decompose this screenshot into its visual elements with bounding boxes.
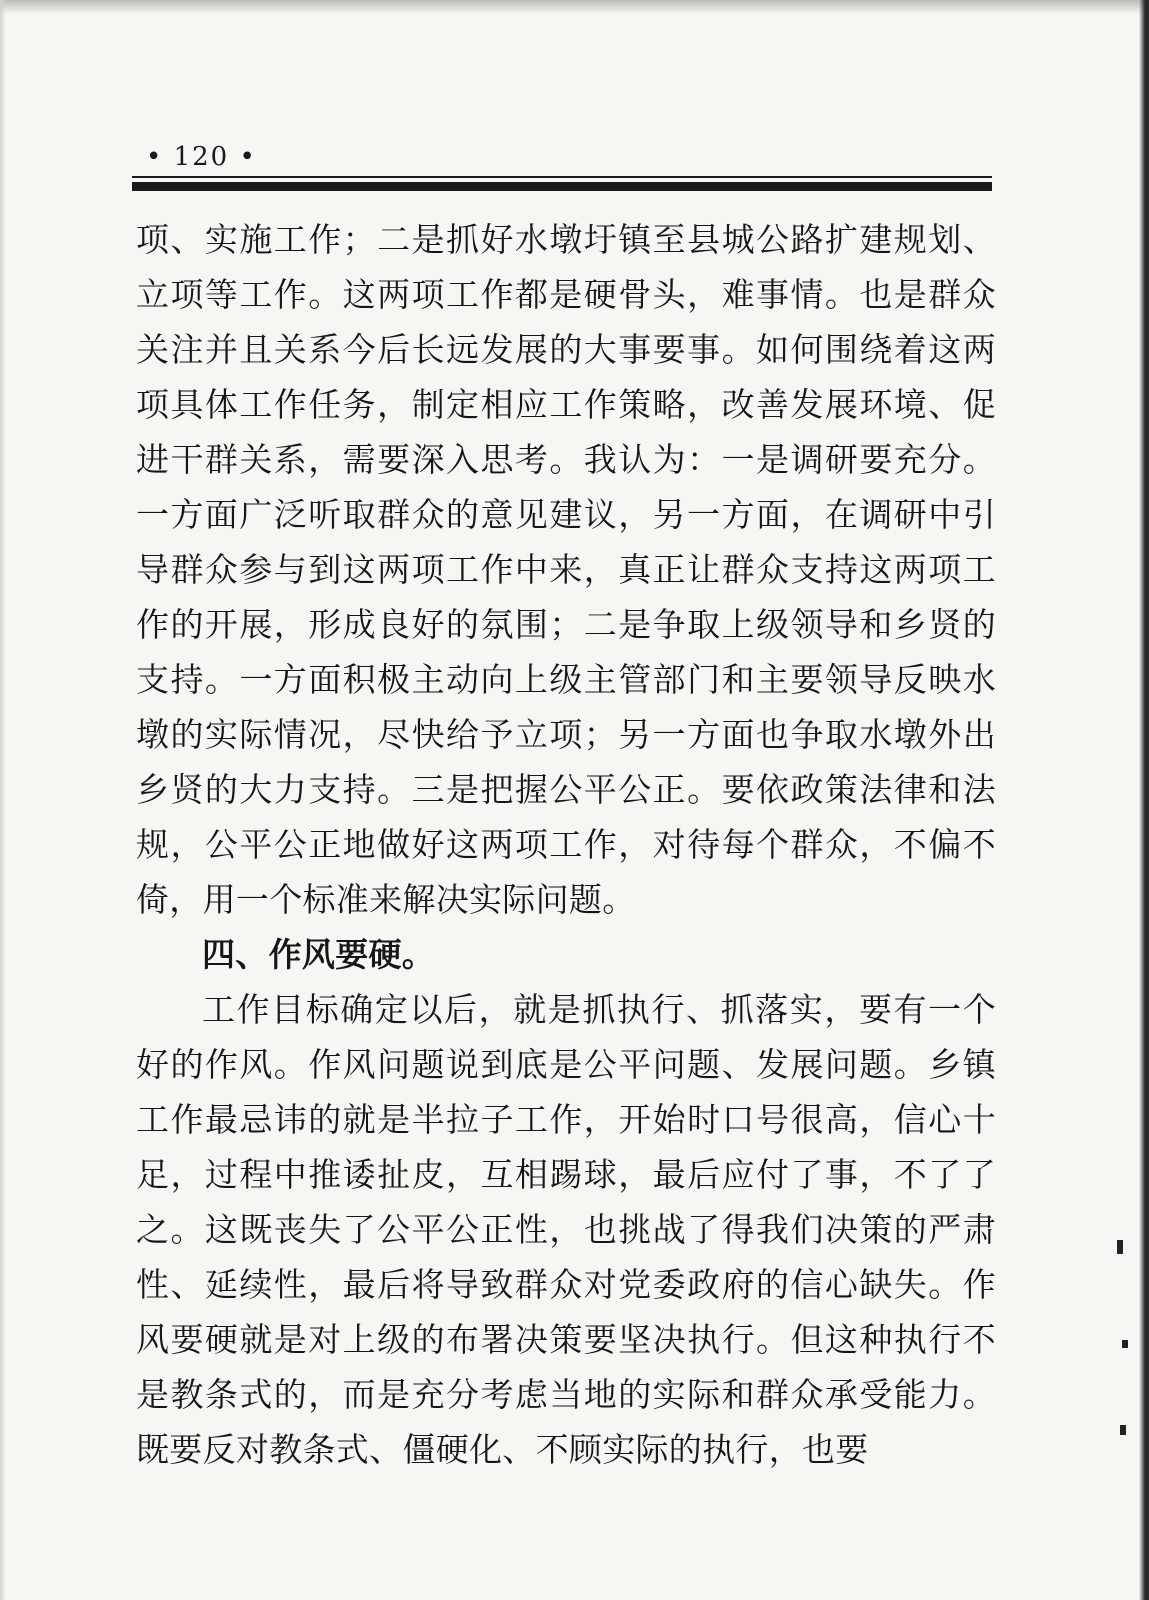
page-body — [136, 212, 996, 1477]
paragraph: 工作目标确定以后，就是抓执行、抓落实，要有一个好的作风。作风问题说到底是公平问题、发展问题。乡镇工作最忌讳的就是半拉子工作，开始时口号很高，信心十足，过程中推诿扯皮，互相踢球，最后应付了事，不了了之。这既丧失了公平公正性，也挑战了得我们决策的严肃性、延续性，最后将导致群众对党委政府的信心缺失。作风要硬就是对上级的布署决策要坚决执行。但这种执行不是教条式的，而是充分考虑当地的实际和群众承受能力。既要反对教条式、僵硬化、不顾实际的执行，也要 — [136, 990, 996, 1469]
section-heading: 四、作风要硬。 — [202, 935, 436, 974]
scan-edge-left — [0, 0, 6, 1600]
page-number-header: • 120 • — [146, 142, 257, 172]
scan-speck — [1122, 1340, 1128, 1348]
scan-edge-top — [0, 0, 1149, 14]
scan-speck — [1117, 1240, 1123, 1254]
paragraph-continued: 项、实施工作；二是抓好水墩圩镇至县城公路扩建规划、立项等工作。这两项工作都是硬骨头，难事情。也是群众关注并且关系今后长远发展的大事要事。如何围绕着这两项具体工作任务，制定相应工作策略，改善发展环境、促进干群关系，需要深入思考。我认为：一是调研要充分。一方面广泛听取群众的意见建议，另一方面，在调研中引导群众参与到这两项工作中来，真正让群众支持这两项工作的开展，形成良好的氛围；二是争取上级领导和乡贤的支持。一方面积极主动向上级主管部门和主要领导反映水墩的实际情况，尽快给予立项；另一方面也争取水墩外出乡贤的大力支持。三是把握公平公正。要依政策法律和法规，公平公正地做好这两项工作，对待每个群众，不偏不倚，用一个标准来解决实际问题。 — [136, 220, 996, 919]
scan-speck — [1120, 1425, 1126, 1435]
scan-edge-right — [1139, 0, 1149, 1600]
header-rule-thick — [132, 182, 992, 191]
header-rule-thin — [132, 176, 992, 178]
